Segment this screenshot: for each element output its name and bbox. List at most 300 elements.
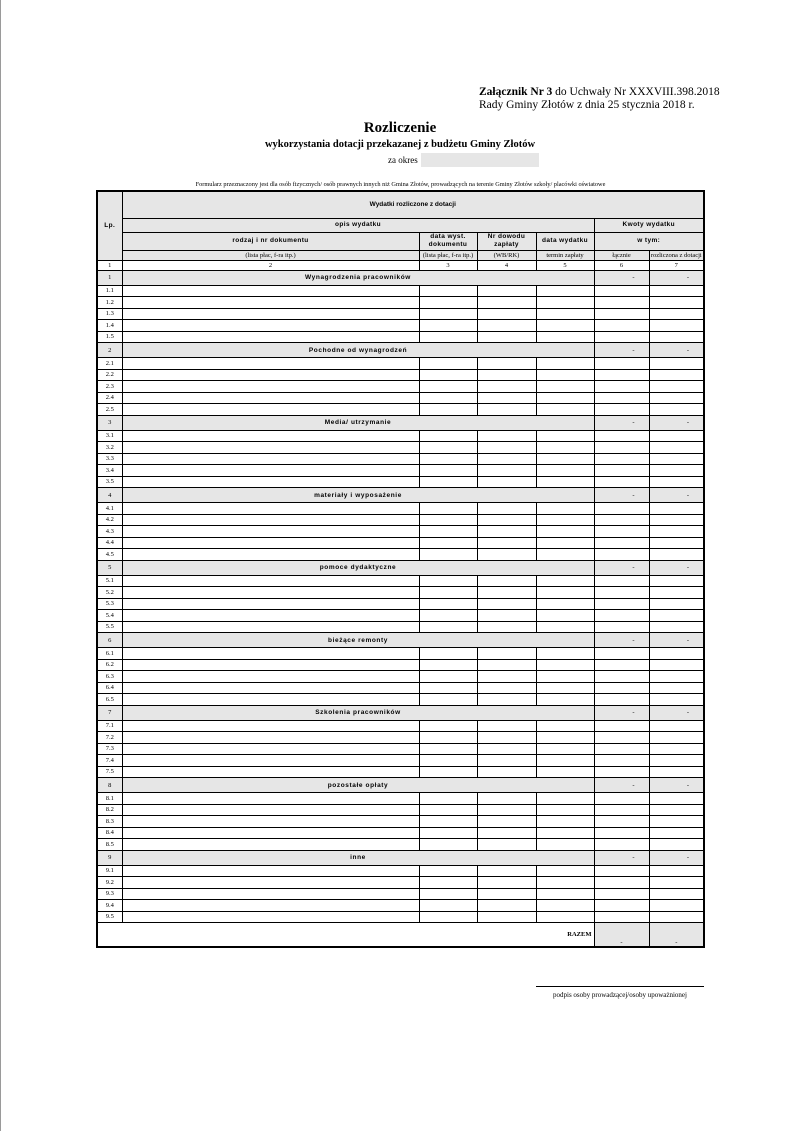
item-lacznie-cell[interactable] — [594, 621, 649, 633]
item-rodzaj-cell[interactable] — [122, 621, 419, 633]
category-dotacja[interactable]: - — [649, 778, 704, 793]
item-lacznie-cell[interactable] — [594, 793, 649, 805]
item-nr-dowodu-cell[interactable] — [477, 549, 536, 561]
category-row — [97, 705, 704, 720]
item-nr-dowodu-cell[interactable] — [477, 331, 536, 343]
item-data-wydatku-cell[interactable] — [536, 621, 594, 633]
item-rozliczona-cell[interactable] — [649, 465, 704, 477]
item-data-wyst-cell[interactable] — [419, 549, 477, 561]
item-rozliczona-cell[interactable] — [649, 900, 704, 912]
period-field[interactable] — [421, 153, 539, 167]
item-rodzaj-cell[interactable] — [122, 598, 419, 610]
item-lacznie-cell[interactable] — [594, 732, 649, 744]
item-data-wyst-cell[interactable] — [419, 442, 477, 454]
item-data-wyst-cell[interactable] — [419, 720, 477, 732]
item-lacznie-cell[interactable] — [594, 671, 649, 683]
item-data-wyst-cell[interactable] — [419, 587, 477, 599]
razem-dotacja[interactable]: - — [649, 923, 704, 947]
item-rozliczona-cell[interactable] — [649, 430, 704, 442]
item-rodzaj-cell[interactable] — [122, 331, 419, 343]
item-lacznie-cell[interactable] — [594, 877, 649, 889]
item-rozliczona-cell[interactable] — [649, 648, 704, 660]
category-dotacja[interactable]: - — [649, 560, 704, 575]
item-rodzaj-cell[interactable] — [122, 465, 419, 477]
item-rodzaj-cell[interactable] — [122, 369, 419, 381]
category-row — [97, 343, 704, 358]
item-lacznie-cell[interactable] — [594, 297, 649, 309]
item-rodzaj-cell[interactable] — [122, 392, 419, 404]
item-data-wydatku-cell[interactable] — [536, 331, 594, 343]
item-nr-dowodu-cell[interactable] — [477, 755, 536, 767]
item-rozliczona-cell[interactable] — [649, 732, 704, 744]
item-data-wydatku-cell[interactable] — [536, 888, 594, 900]
item-lacznie-cell[interactable] — [594, 888, 649, 900]
item-lacznie-cell[interactable] — [594, 865, 649, 877]
item-rozliczona-cell[interactable] — [649, 743, 704, 755]
item-rozliczona-cell[interactable] — [649, 514, 704, 526]
item-data-wyst-cell[interactable] — [419, 621, 477, 633]
item-data-wydatku-cell[interactable] — [536, 900, 594, 912]
item-data-wydatku-cell[interactable] — [536, 453, 594, 465]
item-lacznie-cell[interactable] — [594, 755, 649, 767]
item-data-wyst-cell[interactable] — [419, 766, 477, 778]
item-data-wydatku-cell[interactable] — [536, 766, 594, 778]
item-nr-dowodu-cell[interactable] — [477, 827, 536, 839]
item-nr-dowodu-cell[interactable] — [477, 659, 536, 671]
item-rodzaj-cell[interactable] — [122, 911, 419, 923]
item-data-wydatku-cell[interactable] — [536, 743, 594, 755]
item-data-wyst-cell[interactable] — [419, 503, 477, 515]
item-data-wyst-cell[interactable] — [419, 877, 477, 889]
item-nr-dowodu-cell[interactable] — [477, 720, 536, 732]
item-rozliczona-cell[interactable] — [649, 453, 704, 465]
item-nr-dowodu-cell[interactable] — [477, 465, 536, 477]
item-data-wyst-cell[interactable] — [419, 659, 477, 671]
item-data-wyst-cell[interactable] — [419, 671, 477, 683]
item-data-wyst-cell[interactable] — [419, 526, 477, 538]
item-data-wydatku-cell[interactable] — [536, 575, 594, 587]
item-nr-dowodu-cell[interactable] — [477, 900, 536, 912]
item-rozliczona-cell[interactable] — [649, 610, 704, 622]
item-rodzaj-cell[interactable] — [122, 404, 419, 416]
item-data-wydatku-cell[interactable] — [536, 877, 594, 889]
item-nr-dowodu-cell[interactable] — [477, 320, 536, 332]
item-lacznie-cell[interactable] — [594, 900, 649, 912]
item-nr-dowodu-cell[interactable] — [477, 877, 536, 889]
item-nr-dowodu-cell[interactable] — [477, 682, 536, 694]
item-nr-dowodu-cell[interactable] — [477, 598, 536, 610]
item-lacznie-cell[interactable] — [594, 358, 649, 370]
item-lacznie-cell[interactable] — [594, 827, 649, 839]
item-data-wyst-cell[interactable] — [419, 476, 477, 488]
item-rodzaj-cell[interactable] — [122, 308, 419, 320]
item-data-wydatku-cell[interactable] — [536, 793, 594, 805]
item-lacznie-cell[interactable] — [594, 648, 649, 660]
item-data-wyst-cell[interactable] — [419, 285, 477, 297]
item-nr-dowodu-cell[interactable] — [477, 526, 536, 538]
item-data-wyst-cell[interactable] — [419, 297, 477, 309]
item-nr-dowodu-cell[interactable] — [477, 610, 536, 622]
item-rodzaj-cell[interactable] — [122, 476, 419, 488]
item-data-wyst-cell[interactable] — [419, 732, 477, 744]
item-lp: 1.3 — [97, 308, 122, 320]
item-data-wyst-cell[interactable] — [419, 827, 477, 839]
item-nr-dowodu-cell[interactable] — [477, 839, 536, 851]
item-rodzaj-cell[interactable] — [122, 804, 419, 816]
item-rozliczona-cell[interactable] — [649, 297, 704, 309]
category-total[interactable]: - — [594, 633, 649, 648]
item-rodzaj-cell[interactable] — [122, 648, 419, 660]
item-rodzaj-cell[interactable] — [122, 503, 419, 515]
item-data-wyst-cell[interactable] — [419, 911, 477, 923]
item-rodzaj-cell[interactable] — [122, 816, 419, 828]
item-data-wydatku-cell[interactable] — [536, 549, 594, 561]
item-data-wydatku-cell[interactable] — [536, 587, 594, 599]
item-data-wyst-cell[interactable] — [419, 514, 477, 526]
item-data-wydatku-cell[interactable] — [536, 827, 594, 839]
item-data-wyst-cell[interactable] — [419, 575, 477, 587]
item-lacznie-cell[interactable] — [594, 514, 649, 526]
item-lacznie-cell[interactable] — [594, 911, 649, 923]
item-data-wydatku-cell[interactable] — [536, 514, 594, 526]
item-nr-dowodu-cell[interactable] — [477, 732, 536, 744]
item-rozliczona-cell[interactable] — [649, 575, 704, 587]
item-rozliczona-cell[interactable] — [649, 621, 704, 633]
item-rozliczona-cell[interactable] — [649, 320, 704, 332]
item-rodzaj-cell[interactable] — [122, 743, 419, 755]
item-rozliczona-cell[interactable] — [649, 503, 704, 515]
item-data-wyst-cell[interactable] — [419, 793, 477, 805]
item-lacznie-cell[interactable] — [594, 320, 649, 332]
item-data-wydatku-cell[interactable] — [536, 865, 594, 877]
item-rodzaj-cell[interactable] — [122, 320, 419, 332]
item-rodzaj-cell[interactable] — [122, 537, 419, 549]
item-data-wydatku-cell[interactable] — [536, 732, 594, 744]
item-lacznie-cell[interactable] — [594, 766, 649, 778]
item-data-wyst-cell[interactable] — [419, 381, 477, 393]
item-nr-dowodu-cell[interactable] — [477, 453, 536, 465]
item-data-wyst-cell[interactable] — [419, 743, 477, 755]
item-nr-dowodu-cell[interactable] — [477, 392, 536, 404]
item-rodzaj-cell[interactable] — [122, 358, 419, 370]
category-dotacja[interactable]: - — [649, 633, 704, 648]
item-rozliczona-cell[interactable] — [649, 682, 704, 694]
item-nr-dowodu-cell[interactable] — [477, 308, 536, 320]
item-nr-dowodu-cell[interactable] — [477, 648, 536, 660]
item-rozliczona-cell[interactable] — [649, 659, 704, 671]
item-rodzaj-cell[interactable] — [122, 766, 419, 778]
item-lp: 7.4 — [97, 755, 122, 767]
item-rodzaj-cell[interactable] — [122, 514, 419, 526]
item-rodzaj-cell[interactable] — [122, 549, 419, 561]
item-lacznie-cell[interactable] — [594, 804, 649, 816]
item-rodzaj-cell[interactable] — [122, 285, 419, 297]
item-data-wydatku-cell[interactable] — [536, 755, 594, 767]
item-rodzaj-cell[interactable] — [122, 827, 419, 839]
item-data-wyst-cell[interactable] — [419, 598, 477, 610]
item-lacznie-cell[interactable] — [594, 610, 649, 622]
item-data-wydatku-cell[interactable] — [536, 694, 594, 706]
item-rozliczona-cell[interactable] — [649, 369, 704, 381]
item-data-wydatku-cell[interactable] — [536, 392, 594, 404]
item-data-wydatku-cell[interactable] — [536, 839, 594, 851]
item-data-wyst-cell[interactable] — [419, 804, 477, 816]
item-nr-dowodu-cell[interactable] — [477, 743, 536, 755]
item-nr-dowodu-cell[interactable] — [477, 911, 536, 923]
item-rodzaj-cell[interactable] — [122, 526, 419, 538]
item-lacznie-cell[interactable] — [594, 549, 649, 561]
item-rozliczona-cell[interactable] — [649, 694, 704, 706]
item-rozliczona-cell[interactable] — [649, 598, 704, 610]
category-dotacja[interactable]: - — [649, 705, 704, 720]
item-data-wydatku-cell[interactable] — [536, 358, 594, 370]
item-row — [97, 839, 704, 851]
item-rodzaj-cell[interactable] — [122, 453, 419, 465]
item-nr-dowodu-cell[interactable] — [477, 430, 536, 442]
item-data-wydatku-cell[interactable] — [536, 804, 594, 816]
item-lacznie-cell[interactable] — [594, 369, 649, 381]
item-data-wydatku-cell[interactable] — [536, 911, 594, 923]
item-data-wydatku-cell[interactable] — [536, 285, 594, 297]
item-data-wyst-cell[interactable] — [419, 865, 477, 877]
item-rodzaj-cell[interactable] — [122, 430, 419, 442]
item-rodzaj-cell[interactable] — [122, 755, 419, 767]
item-lacznie-cell[interactable] — [594, 503, 649, 515]
item-data-wydatku-cell[interactable] — [536, 598, 594, 610]
item-rozliczona-cell[interactable] — [649, 827, 704, 839]
item-lacznie-cell[interactable] — [594, 442, 649, 454]
category-total[interactable]: - — [594, 415, 649, 430]
item-lacznie-cell[interactable] — [594, 598, 649, 610]
item-lacznie-cell[interactable] — [594, 453, 649, 465]
item-data-wydatku-cell[interactable] — [536, 610, 594, 622]
item-data-wydatku-cell[interactable] — [536, 659, 594, 671]
item-data-wyst-cell[interactable] — [419, 331, 477, 343]
item-rozliczona-cell[interactable] — [649, 549, 704, 561]
item-nr-dowodu-cell[interactable] — [477, 888, 536, 900]
item-lacznie-cell[interactable] — [594, 743, 649, 755]
category-dotacja[interactable]: - — [649, 415, 704, 430]
item-nr-dowodu-cell[interactable] — [477, 621, 536, 633]
razem-total[interactable]: - — [594, 923, 649, 947]
item-rodzaj-cell[interactable] — [122, 610, 419, 622]
item-nr-dowodu-cell[interactable] — [477, 575, 536, 587]
item-nr-dowodu-cell[interactable] — [477, 476, 536, 488]
item-lacznie-cell[interactable] — [594, 476, 649, 488]
item-nr-dowodu-cell[interactable] — [477, 793, 536, 805]
item-data-wydatku-cell[interactable] — [536, 369, 594, 381]
category-dotacja[interactable]: - — [649, 343, 704, 358]
item-rozliczona-cell[interactable] — [649, 442, 704, 454]
item-rozliczona-cell[interactable] — [649, 720, 704, 732]
item-rodzaj-cell[interactable] — [122, 671, 419, 683]
item-rodzaj-cell[interactable] — [122, 793, 419, 805]
item-lacznie-cell[interactable] — [594, 720, 649, 732]
item-rodzaj-cell[interactable] — [122, 575, 419, 587]
item-data-wydatku-cell[interactable] — [536, 308, 594, 320]
category-total[interactable]: - — [594, 560, 649, 575]
item-rodzaj-cell[interactable] — [122, 732, 419, 744]
item-data-wydatku-cell[interactable] — [536, 404, 594, 416]
category-total[interactable]: - — [594, 270, 649, 285]
item-data-wyst-cell[interactable] — [419, 430, 477, 442]
item-data-wyst-cell[interactable] — [419, 453, 477, 465]
item-data-wyst-cell[interactable] — [419, 648, 477, 660]
item-rozliczona-cell[interactable] — [649, 587, 704, 599]
item-rozliczona-cell[interactable] — [649, 526, 704, 538]
item-data-wyst-cell[interactable] — [419, 900, 477, 912]
item-lacznie-cell[interactable] — [594, 392, 649, 404]
item-data-wyst-cell[interactable] — [419, 610, 477, 622]
item-nr-dowodu-cell[interactable] — [477, 514, 536, 526]
item-rodzaj-cell[interactable] — [122, 297, 419, 309]
item-rozliczona-cell[interactable] — [649, 804, 704, 816]
item-data-wydatku-cell[interactable] — [536, 682, 594, 694]
item-data-wyst-cell[interactable] — [419, 358, 477, 370]
item-lacznie-cell[interactable] — [594, 308, 649, 320]
item-rodzaj-cell[interactable] — [122, 888, 419, 900]
item-rodzaj-cell[interactable] — [122, 442, 419, 454]
item-rodzaj-cell[interactable] — [122, 381, 419, 393]
item-rozliczona-cell[interactable] — [649, 793, 704, 805]
item-lacznie-cell[interactable] — [594, 537, 649, 549]
item-data-wyst-cell[interactable] — [419, 404, 477, 416]
item-data-wydatku-cell[interactable] — [536, 526, 594, 538]
item-nr-dowodu-cell[interactable] — [477, 816, 536, 828]
item-rozliczona-cell[interactable] — [649, 308, 704, 320]
item-nr-dowodu-cell[interactable] — [477, 297, 536, 309]
item-lacznie-cell[interactable] — [594, 285, 649, 297]
item-rodzaj-cell[interactable] — [122, 587, 419, 599]
item-nr-dowodu-cell[interactable] — [477, 671, 536, 683]
item-rozliczona-cell[interactable] — [649, 755, 704, 767]
item-rozliczona-cell[interactable] — [649, 537, 704, 549]
item-lacznie-cell[interactable] — [594, 694, 649, 706]
item-rodzaj-cell[interactable] — [122, 900, 419, 912]
category-row — [97, 850, 704, 865]
item-nr-dowodu-cell[interactable] — [477, 404, 536, 416]
item-row — [97, 392, 704, 404]
item-rozliczona-cell[interactable] — [649, 839, 704, 851]
item-nr-dowodu-cell[interactable] — [477, 442, 536, 454]
item-rodzaj-cell[interactable] — [122, 682, 419, 694]
item-lacznie-cell[interactable] — [594, 575, 649, 587]
item-lacznie-cell[interactable] — [594, 526, 649, 538]
item-data-wyst-cell[interactable] — [419, 392, 477, 404]
item-rozliczona-cell[interactable] — [649, 816, 704, 828]
item-rodzaj-cell[interactable] — [122, 720, 419, 732]
item-data-wyst-cell[interactable] — [419, 369, 477, 381]
item-rozliczona-cell[interactable] — [649, 888, 704, 900]
category-total[interactable]: - — [594, 343, 649, 358]
item-lacznie-cell[interactable] — [594, 381, 649, 393]
item-lp: 2.4 — [97, 392, 122, 404]
category-total[interactable]: - — [594, 778, 649, 793]
item-data-wydatku-cell[interactable] — [536, 476, 594, 488]
item-nr-dowodu-cell[interactable] — [477, 285, 536, 297]
item-rodzaj-cell[interactable] — [122, 694, 419, 706]
item-data-wyst-cell[interactable] — [419, 465, 477, 477]
category-row — [97, 270, 704, 285]
item-data-wydatku-cell[interactable] — [536, 671, 594, 683]
item-nr-dowodu-cell[interactable] — [477, 369, 536, 381]
item-rozliczona-cell[interactable] — [649, 381, 704, 393]
item-nr-dowodu-cell[interactable] — [477, 381, 536, 393]
item-data-wyst-cell[interactable] — [419, 694, 477, 706]
category-total[interactable]: - — [594, 488, 649, 503]
category-dotacja[interactable]: - — [649, 488, 704, 503]
item-data-wydatku-cell[interactable] — [536, 648, 594, 660]
item-data-wyst-cell[interactable] — [419, 839, 477, 851]
category-total[interactable]: - — [594, 705, 649, 720]
item-data-wydatku-cell[interactable] — [536, 465, 594, 477]
item-data-wyst-cell[interactable] — [419, 816, 477, 828]
item-nr-dowodu-cell[interactable] — [477, 804, 536, 816]
item-data-wydatku-cell[interactable] — [536, 297, 594, 309]
item-data-wyst-cell[interactable] — [419, 682, 477, 694]
item-nr-dowodu-cell[interactable] — [477, 865, 536, 877]
item-lacznie-cell[interactable] — [594, 659, 649, 671]
item-data-wyst-cell[interactable] — [419, 755, 477, 767]
category-total[interactable]: - — [594, 850, 649, 865]
item-data-wyst-cell[interactable] — [419, 308, 477, 320]
item-rozliczona-cell[interactable] — [649, 877, 704, 889]
category-dotacja[interactable]: - — [649, 850, 704, 865]
item-data-wyst-cell[interactable] — [419, 888, 477, 900]
item-data-wydatku-cell[interactable] — [536, 816, 594, 828]
item-data-wydatku-cell[interactable] — [536, 430, 594, 442]
item-data-wyst-cell[interactable] — [419, 537, 477, 549]
item-lacznie-cell[interactable] — [594, 331, 649, 343]
item-rodzaj-cell[interactable] — [122, 877, 419, 889]
item-lacznie-cell[interactable] — [594, 465, 649, 477]
item-nr-dowodu-cell[interactable] — [477, 537, 536, 549]
item-data-wydatku-cell[interactable] — [536, 537, 594, 549]
item-rodzaj-cell[interactable] — [122, 839, 419, 851]
item-rozliczona-cell[interactable] — [649, 392, 704, 404]
item-rozliczona-cell[interactable] — [649, 671, 704, 683]
item-rozliczona-cell[interactable] — [649, 331, 704, 343]
item-data-wydatku-cell[interactable] — [536, 381, 594, 393]
item-rozliczona-cell[interactable] — [649, 476, 704, 488]
item-rozliczona-cell[interactable] — [649, 358, 704, 370]
category-dotacja[interactable]: - — [649, 270, 704, 285]
item-rodzaj-cell[interactable] — [122, 659, 419, 671]
item-lacznie-cell[interactable] — [594, 404, 649, 416]
item-rozliczona-cell[interactable] — [649, 404, 704, 416]
item-lacznie-cell[interactable] — [594, 682, 649, 694]
item-lacznie-cell[interactable] — [594, 587, 649, 599]
item-lacznie-cell[interactable] — [594, 430, 649, 442]
item-data-wydatku-cell[interactable] — [536, 320, 594, 332]
item-data-wydatku-cell[interactable] — [536, 720, 594, 732]
item-data-wydatku-cell[interactable] — [536, 503, 594, 515]
item-rozliczona-cell[interactable] — [649, 865, 704, 877]
item-nr-dowodu-cell[interactable] — [477, 694, 536, 706]
item-rodzaj-cell[interactable] — [122, 865, 419, 877]
item-lacznie-cell[interactable] — [594, 816, 649, 828]
item-data-wyst-cell[interactable] — [419, 320, 477, 332]
item-nr-dowodu-cell[interactable] — [477, 358, 536, 370]
item-rozliczona-cell[interactable] — [649, 766, 704, 778]
item-rozliczona-cell[interactable] — [649, 911, 704, 923]
item-nr-dowodu-cell[interactable] — [477, 766, 536, 778]
item-lacznie-cell[interactable] — [594, 839, 649, 851]
item-rozliczona-cell[interactable] — [649, 285, 704, 297]
item-data-wydatku-cell[interactable] — [536, 442, 594, 454]
item-nr-dowodu-cell[interactable] — [477, 587, 536, 599]
item-nr-dowodu-cell[interactable] — [477, 503, 536, 515]
